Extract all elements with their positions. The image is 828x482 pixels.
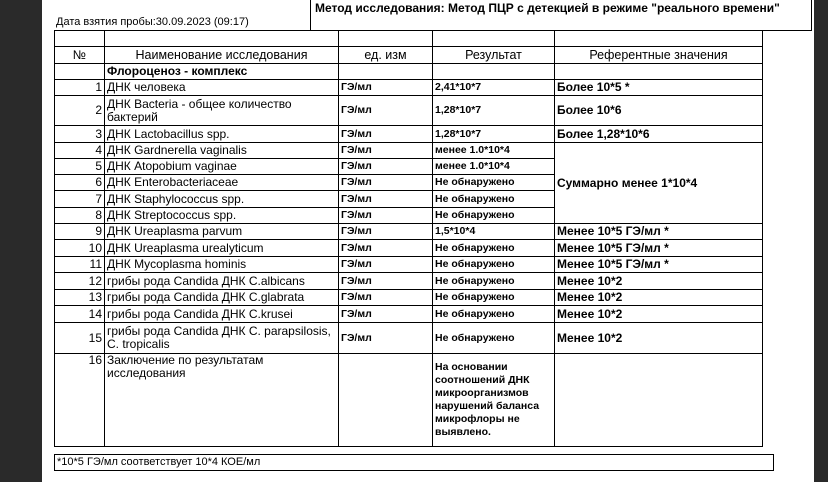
test-result: Не обнаружено bbox=[433, 290, 555, 306]
unit: ГЭ/мл bbox=[339, 126, 433, 143]
reference-value: Более 10*6 bbox=[555, 96, 763, 126]
photo-background-left bbox=[0, 0, 42, 482]
test-name: ДНК Lactobacillus spp. bbox=[105, 126, 339, 143]
row-number: 9 bbox=[55, 224, 105, 240]
footnote: *10*5 ГЭ/мл соответствует 10*4 КОЕ/мл bbox=[54, 454, 774, 471]
col-header-ref: Референтные значения bbox=[555, 47, 763, 64]
test-name: грибы рода Candida ДНК C. parapsilosis, C. tropicalis bbox=[105, 323, 339, 354]
test-name: ДНК Mycoplasma hominis bbox=[105, 257, 339, 273]
test-name: ДНК Ureaplasma parvum bbox=[105, 224, 339, 240]
group-title: Флороценоз - комплекс bbox=[105, 64, 339, 80]
conclusion-label: Заключение по результатам исследования bbox=[105, 354, 339, 447]
reference-value: Более 10*5 * bbox=[555, 80, 763, 96]
method-text: Метод исследования: Метод ПЦР с детекцией в режиме "реального времени" bbox=[315, 1, 780, 15]
test-name: грибы рода Candida ДНК C.krusei bbox=[105, 306, 339, 323]
test-name: ДНК Staphylococcus spp. bbox=[105, 191, 339, 208]
test-result: Не обнаружено bbox=[433, 257, 555, 273]
table-row bbox=[55, 143, 811, 159]
table-row bbox=[55, 257, 811, 273]
test-name: ДНК Ureaplasma urealyticum bbox=[105, 240, 339, 257]
reference-value: Менее 10*5 ГЭ/мл * bbox=[555, 257, 763, 273]
unit: ГЭ/мл bbox=[339, 191, 433, 208]
reference-value: Менее 10*5 ГЭ/мл * bbox=[555, 240, 763, 257]
row-number: 4 bbox=[55, 143, 105, 159]
test-name: ДНК Atopobium vaginae bbox=[105, 159, 339, 175]
report-header bbox=[54, 0, 812, 31]
unit: ГЭ/мл bbox=[339, 306, 433, 323]
test-name: ДНК Streptococcus spp. bbox=[105, 208, 339, 224]
table-row bbox=[55, 323, 811, 354]
test-name: ДНК Bacteria - общее количество бактерий bbox=[105, 96, 339, 126]
reference-value: Менее 10*2 bbox=[555, 273, 763, 290]
col-header-num: № bbox=[55, 47, 105, 64]
row-number: 11 bbox=[55, 257, 105, 273]
sample-date: Дата взятия пробы:30.09.2023 (09:17) bbox=[56, 16, 249, 28]
row-number: 3 bbox=[55, 126, 105, 143]
reference-value: Менее 10*5 ГЭ/мл * bbox=[555, 224, 763, 240]
test-result: 1,28*10*7 bbox=[433, 126, 555, 143]
test-result: 2,41*10*7 bbox=[433, 80, 555, 96]
group-row bbox=[55, 64, 811, 80]
method-box bbox=[310, 0, 812, 30]
row-number: 15 bbox=[55, 323, 105, 354]
row-number: 2 bbox=[55, 96, 105, 126]
reference-value: Менее 10*2 bbox=[555, 306, 763, 323]
unit: ГЭ/мл bbox=[339, 224, 433, 240]
column-header-row bbox=[55, 47, 811, 64]
test-name: грибы рода Candida ДНК C.albicans bbox=[105, 273, 339, 290]
test-result: 1,28*10*7 bbox=[433, 96, 555, 126]
col-header-name: Наименование исследования bbox=[105, 47, 339, 64]
test-result: Не обнаружено bbox=[433, 208, 555, 224]
conclusion-row bbox=[55, 354, 811, 447]
unit: ГЭ/мл bbox=[339, 208, 433, 224]
test-result: Не обнаружено bbox=[433, 175, 555, 191]
unit: ГЭ/мл bbox=[339, 257, 433, 273]
row-number: 16 bbox=[55, 354, 105, 447]
table-row bbox=[55, 306, 811, 323]
unit: ГЭ/мл bbox=[339, 290, 433, 306]
test-name: ДНК человека bbox=[105, 80, 339, 96]
table-row bbox=[55, 290, 811, 306]
test-result: Не обнаружено bbox=[433, 306, 555, 323]
test-name: ДНК Gardnerella vaginalis bbox=[105, 143, 339, 159]
test-result: менее 1.0*10*4 bbox=[433, 159, 555, 175]
unit: ГЭ/мл bbox=[339, 80, 433, 96]
col-header-result: Результат bbox=[433, 47, 555, 64]
table-row bbox=[55, 80, 811, 96]
conclusion-text: На основании соотношений ДНК микроорганизмов нарушений баланса микрофлоры не выявлено. bbox=[433, 354, 555, 447]
row-number: 13 bbox=[55, 290, 105, 306]
unit: ГЭ/мл bbox=[339, 240, 433, 257]
results-table bbox=[54, 30, 811, 447]
unit: ГЭ/мл bbox=[339, 323, 433, 354]
col-header-unit: ед. изм bbox=[339, 47, 433, 64]
unit: ГЭ/мл bbox=[339, 159, 433, 175]
row-number: 6 bbox=[55, 175, 105, 191]
test-result: Не обнаружено bbox=[433, 273, 555, 290]
reference-value-merged: Суммарно менее 1*10*4 bbox=[555, 143, 763, 224]
row-number: 5 bbox=[55, 159, 105, 175]
test-result: менее 1.0*10*4 bbox=[433, 143, 555, 159]
test-name: грибы рода Candida ДНК C.glabrata bbox=[105, 290, 339, 306]
unit: ГЭ/мл bbox=[339, 96, 433, 126]
test-result: Не обнаружено bbox=[433, 240, 555, 257]
test-result: Не обнаружено bbox=[433, 191, 555, 208]
unit: ГЭ/мл bbox=[339, 175, 433, 191]
photo-background-right bbox=[814, 0, 828, 482]
unit: ГЭ/мл bbox=[339, 273, 433, 290]
reference-value: Более 1,28*10*6 bbox=[555, 126, 763, 143]
unit: ГЭ/мл bbox=[339, 143, 433, 159]
row-number: 12 bbox=[55, 273, 105, 290]
row-number: 7 bbox=[55, 191, 105, 208]
spacer-row bbox=[55, 31, 811, 47]
row-number: 1 bbox=[55, 80, 105, 96]
lab-report-sheet bbox=[42, 0, 814, 482]
table-row bbox=[55, 96, 811, 126]
table-row bbox=[55, 126, 811, 143]
test-name: ДНК Enterobacteriaceae bbox=[105, 175, 339, 191]
test-result: 1,5*10*4 bbox=[433, 224, 555, 240]
table-row bbox=[55, 224, 811, 240]
table-row bbox=[55, 273, 811, 290]
row-number: 14 bbox=[55, 306, 105, 323]
table-row bbox=[55, 240, 811, 257]
row-number: 10 bbox=[55, 240, 105, 257]
reference-value: Менее 10*2 bbox=[555, 323, 763, 354]
row-number: 8 bbox=[55, 208, 105, 224]
reference-value: Менее 10*2 bbox=[555, 290, 763, 306]
test-result: Не обнаружено bbox=[433, 323, 555, 354]
